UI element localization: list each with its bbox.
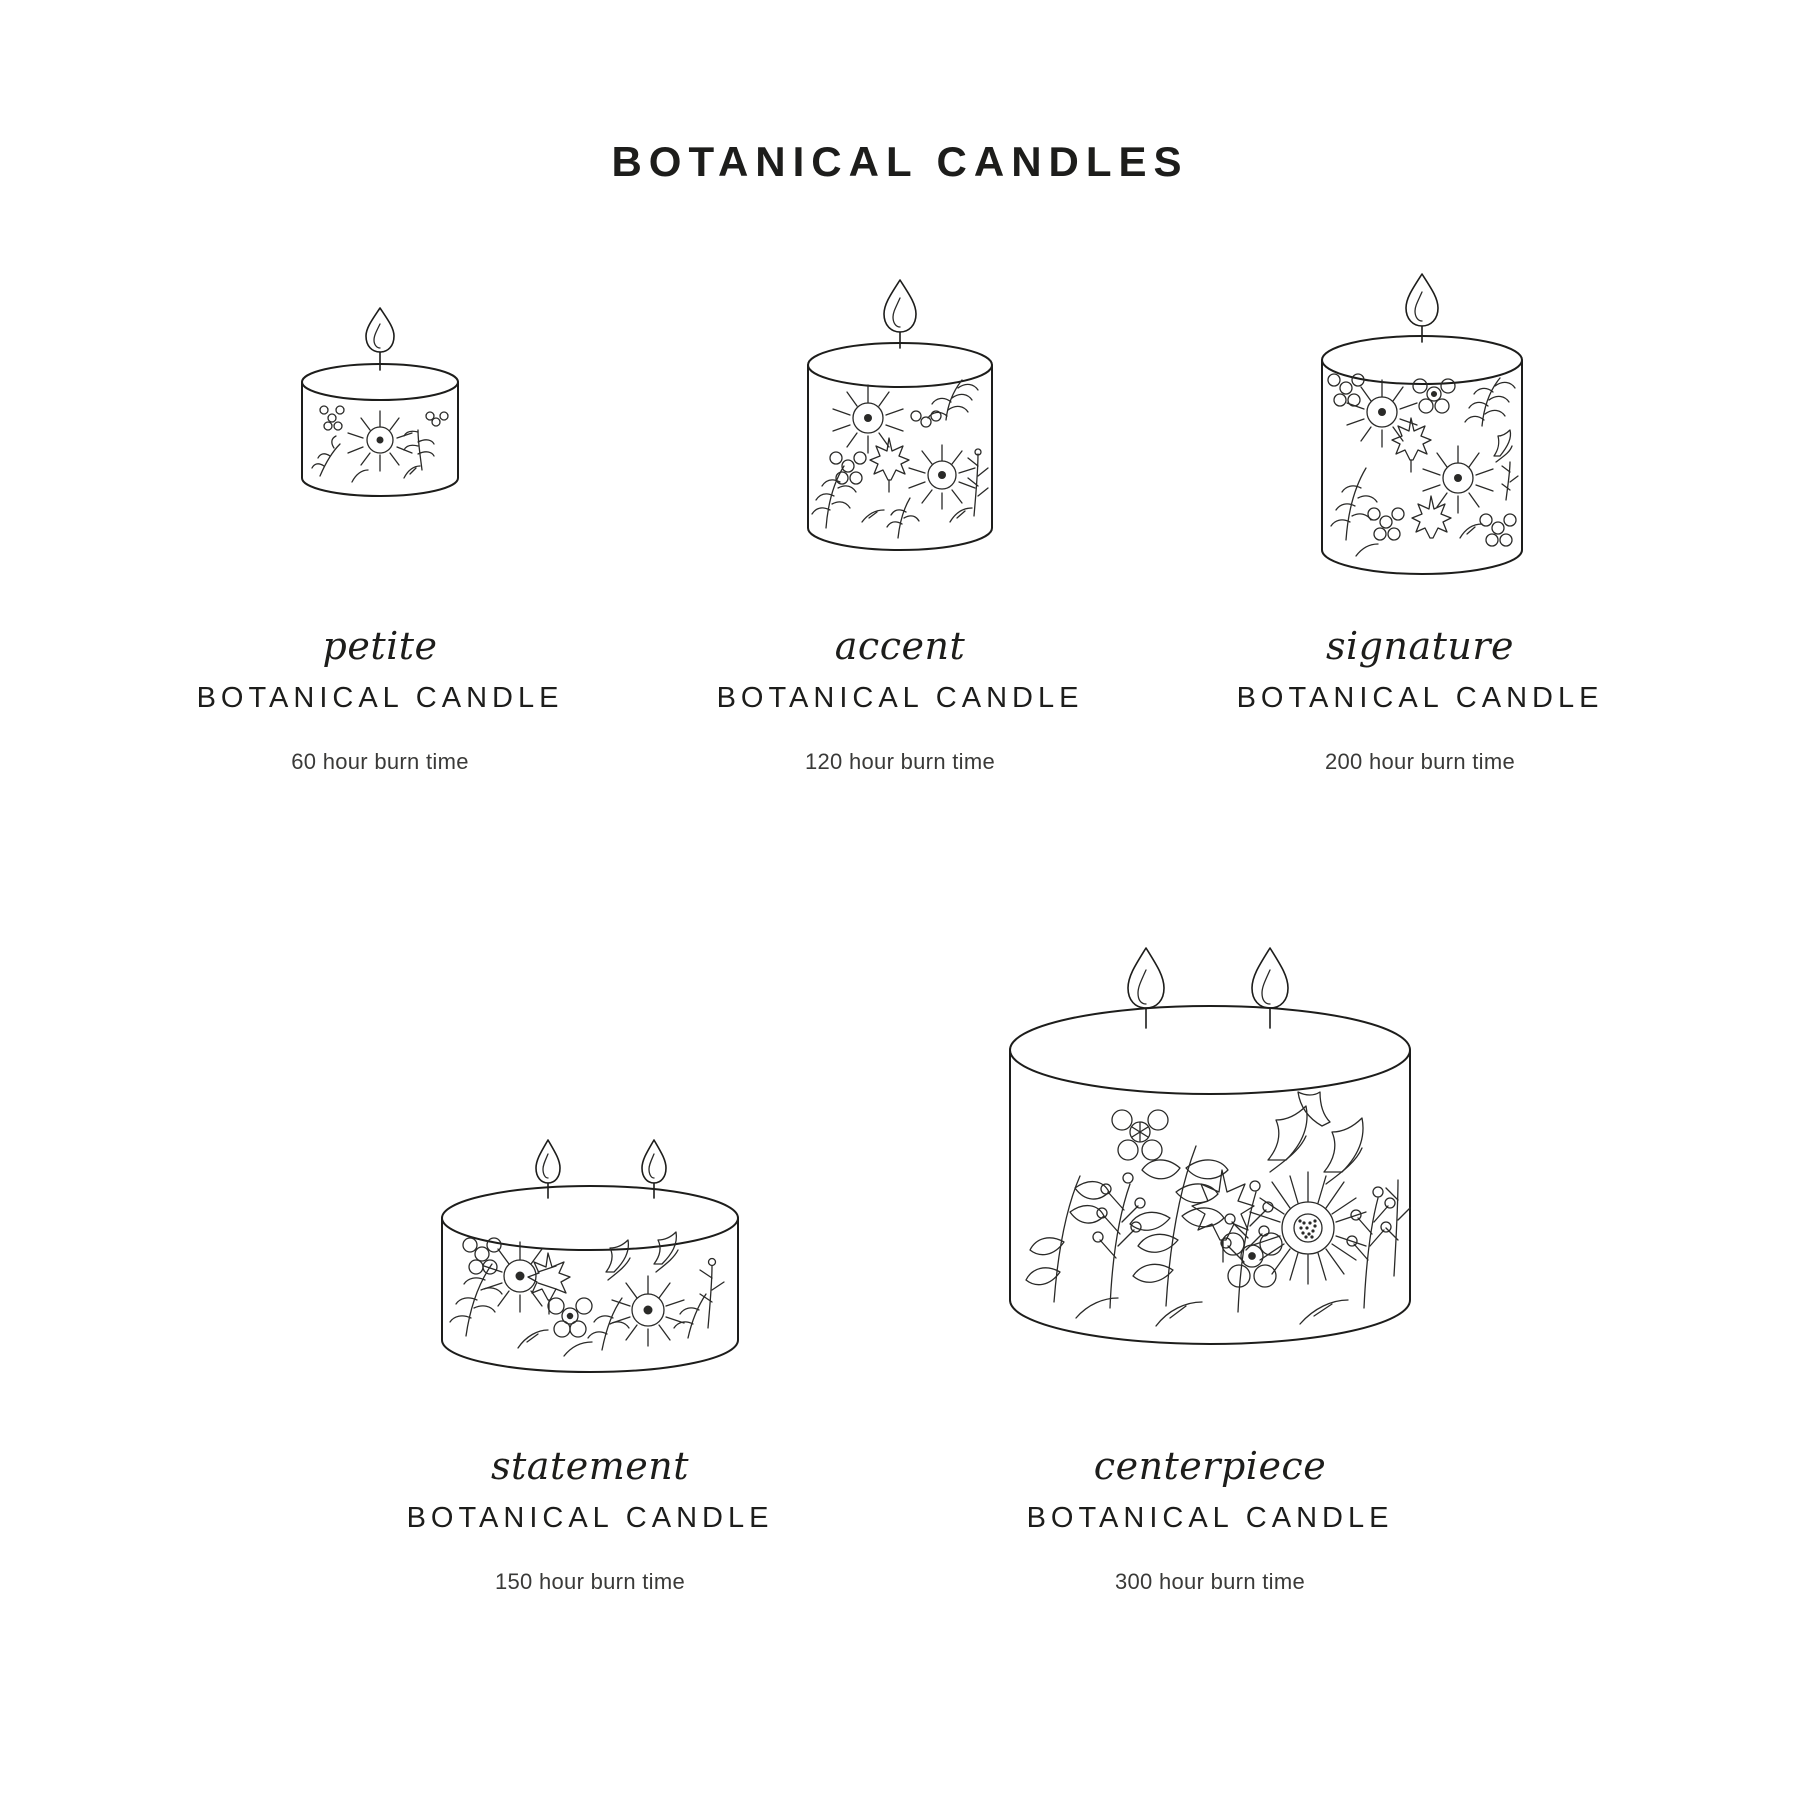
product-card-petite[interactable]: [120, 270, 640, 775]
candle-illustration-petite: [260, 270, 500, 590]
product-line-label: BOTANICAL CANDLE: [406, 1502, 774, 1534]
product-line-label: BOTANICAL CANDLE: [716, 682, 1084, 714]
product-line-label: BOTANICAL CANDLE: [1026, 1502, 1394, 1534]
signature-candle-drawing: [1260, 270, 1580, 590]
product-labels-accent: [717, 624, 1084, 775]
candle-illustration-centerpiece: [970, 930, 1450, 1410]
statement-candle-drawing: [400, 990, 780, 1410]
product-script-name: petite: [322, 624, 438, 668]
product-card-statement[interactable]: [280, 930, 900, 1595]
product-line-label: BOTANICAL CANDLE: [196, 682, 564, 714]
candle-illustration-signature: [1260, 270, 1580, 590]
product-script-name: signature: [1325, 624, 1514, 668]
burn-time-label: 300 hour burn time: [1114, 1569, 1306, 1594]
product-card-centerpiece[interactable]: [900, 930, 1520, 1595]
product-labels-petite: [197, 624, 564, 775]
product-labels-centerpiece: [1027, 1444, 1394, 1595]
product-line-label: BOTANICAL CANDLE: [1236, 682, 1604, 714]
burn-time-label: 200 hour burn time: [1324, 749, 1516, 774]
accent-candle-drawing: [750, 270, 1050, 590]
product-card-signature[interactable]: [1160, 270, 1680, 775]
page-title: BOTANICAL CANDLES: [611, 138, 1189, 185]
product-card-accent[interactable]: [640, 270, 1160, 775]
product-script-name: statement: [491, 1444, 689, 1488]
product-labels-signature: [1237, 624, 1604, 775]
product-script-name: accent: [834, 624, 966, 668]
candle-illustration-statement: [400, 930, 780, 1410]
product-row-top: [0, 270, 1800, 775]
product-row-bottom: [0, 930, 1800, 1595]
petite-candle-drawing: [260, 290, 500, 590]
product-labels-statement: [407, 1444, 774, 1595]
product-script-name: centerpiece: [1093, 1444, 1327, 1488]
burn-time-label: 150 hour burn time: [494, 1569, 686, 1594]
candle-illustration-accent: [750, 270, 1050, 590]
burn-time-label: 60 hour burn time: [291, 749, 469, 774]
centerpiece-candle-drawing: [970, 940, 1450, 1410]
burn-time-label: 120 hour burn time: [804, 749, 996, 774]
